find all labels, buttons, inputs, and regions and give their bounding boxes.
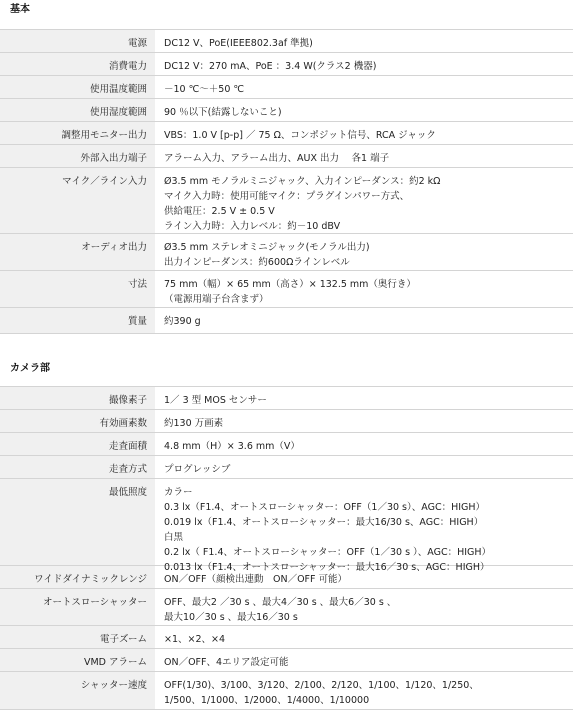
spec-value [155, 99, 573, 121]
spec-row [0, 53, 573, 76]
spec-value-line: （電源用端子台含まず） [164, 294, 269, 305]
spec-label [0, 589, 155, 625]
spec-value-line: 供給電圧：2.5 V ± 0.5 V [164, 206, 275, 217]
spec-label-text: 使用湿度範囲 [89, 107, 147, 118]
spec-label-text: オーディオ出力 [81, 242, 147, 253]
spec-value [155, 672, 573, 709]
spec-label [0, 456, 155, 478]
spec-value [155, 410, 573, 432]
spec-row [0, 649, 573, 672]
spec-value [155, 566, 573, 588]
spec-value [155, 589, 573, 625]
spec-row [0, 234, 573, 271]
spec-label-text: 質量 [127, 316, 147, 327]
spec-value-line: 0.013 lx（F1.4、オートスローシャッター：最大16／30 s、AGC：HIGH） [164, 562, 490, 573]
spec-value [155, 433, 573, 455]
spec-value [155, 626, 573, 648]
spec-label-text: 電源 [127, 38, 147, 49]
spec-value-line: OFF(1/30)、3/100、3/120、2/100、2/120、1/100、1/120、1/250、 [164, 680, 479, 691]
spec-value-line: 4.8 mm（H）× 3.6 mm（V） [164, 441, 300, 452]
spec-row [0, 168, 573, 234]
spec-row [0, 566, 573, 589]
spec-label [0, 234, 155, 270]
spec-value-line: ON／OFF（顔検出連動 ON／OFF 可能） [164, 574, 348, 585]
spec-label [0, 145, 155, 167]
spec-label [0, 566, 155, 588]
spec-row [0, 672, 573, 710]
spec-label [0, 626, 155, 648]
spec-label-text: 走査方式 [108, 464, 147, 475]
spec-label-text: 電子ズーム [99, 634, 147, 645]
spec-value-line: アラーム入力、アラーム出力、AUX 出力 各1 端子 [164, 153, 390, 164]
spec-value [155, 168, 573, 233]
spec-label-text: 有効画素数 [99, 418, 147, 429]
spec-label-text: 撮像素子 [108, 395, 147, 406]
spec-value-line: 0.019 lx（F1.4、オートスローシャッター：最大16/30 s、AGC：HIGH） [164, 517, 484, 528]
spec-label-text: 走査面積 [108, 441, 147, 452]
spec-value-line: 0.3 lx（F1.4、オートスローシャッター：OFF（1／30 s）、AGC：HIGH） [164, 502, 486, 513]
spec-value [155, 30, 573, 52]
spec-label-text: 外部入出力端子 [80, 153, 147, 164]
spec-value-line: 0.2 lx（ F1.4、オートスローシャッター：OFF（1／30 s ）、AGC：HIGH） [164, 547, 492, 558]
spec-row [0, 30, 573, 53]
spec-label [0, 410, 155, 432]
spec-table-basic [0, 29, 573, 334]
spec-row [0, 456, 573, 479]
spec-label-text: 消費電力 [108, 61, 147, 72]
spec-label-text: 寸法 [127, 279, 147, 290]
spec-value [155, 649, 573, 671]
spec-value-line: マイク入力時：使用可能マイク：プラグインパワー方式、 [164, 191, 410, 202]
spec-table-camera [0, 386, 573, 710]
spec-row [0, 271, 573, 308]
spec-value-line: OFF、最大2 ／30 s 、最大4／30 s 、最大6／30 s 、 [164, 597, 397, 608]
spec-label [0, 308, 155, 333]
spec-label-text: VMD アラーム [83, 657, 147, 668]
spec-value-line: 最大10／30 s 、最大16／30 s [164, 612, 298, 623]
spec-label-text: ワイドダイナミックレンジ [34, 574, 147, 585]
spec-value-line: 90 ％以下(結露しないこと) [164, 107, 282, 118]
spec-value-line: 約130 万画素 [164, 418, 224, 429]
spec-value-line: －10 ℃～＋50 ℃ [164, 84, 245, 95]
spec-label [0, 672, 155, 709]
spec-value [155, 122, 573, 144]
spec-row [0, 479, 573, 573]
spec-value-line: 75 mm（幅）× 65 mm（高さ）× 132.5 mm（奥行き） [164, 279, 416, 290]
spec-label-text: シャッター速度 [80, 680, 147, 691]
spec-value-line: Ø3.5 mm モノラルミニジャック、入力インピーダンス：約2 kΩ [164, 176, 441, 187]
spec-row [0, 122, 573, 145]
spec-value-line: 出力インピーダンス：約600Ωラインレベル [164, 257, 350, 268]
spec-row [0, 410, 573, 433]
spec-value-line: カラー [164, 487, 193, 498]
spec-value-line: 約390 g [164, 316, 201, 327]
spec-value [155, 271, 573, 307]
section-title-camera: カメラ部 [10, 363, 50, 374]
spec-value [155, 387, 573, 409]
spec-label-text: 最低照度 [108, 487, 147, 498]
spec-label-text: オートスローシャッター [42, 597, 147, 608]
spec-value [155, 456, 573, 478]
spec-value-line: DC12 V、PoE(IEEE802.3af 準拠) [164, 38, 313, 49]
spec-label-text: マイク／ライン入力 [62, 176, 147, 187]
spec-label [0, 30, 155, 52]
spec-row [0, 433, 573, 456]
spec-label [0, 99, 155, 121]
spec-value-line: DC12 V：270 mA、PoE ：3.4 W(クラス2 機器) [164, 61, 377, 72]
spec-value [155, 76, 573, 98]
spec-label-text: 使用温度範囲 [89, 84, 147, 95]
spec-value-line: 1／ 3 型 MOS センサー [164, 395, 267, 406]
spec-label [0, 387, 155, 409]
spec-value [155, 308, 573, 333]
spec-value [155, 145, 573, 167]
spec-value [155, 53, 573, 75]
spec-row [0, 99, 573, 122]
spec-value-line: Ø3.5 mm ステレオミニジャック(モノラル出力) [164, 242, 370, 253]
spec-label [0, 53, 155, 75]
spec-value-line: ×1、×2、×4 [164, 634, 226, 645]
spec-label [0, 479, 155, 565]
spec-label-text: 調整用モニター出力 [61, 130, 147, 141]
spec-value-line: ON／OFF、4エリア設定可能 [164, 657, 289, 668]
spec-row [0, 387, 573, 410]
spec-label [0, 649, 155, 671]
spec-row [0, 76, 573, 99]
spec-label [0, 76, 155, 98]
spec-row [0, 308, 573, 334]
spec-value-line: 1/500、1/1000、1/2000、1/4000、1/10000 [164, 695, 370, 706]
spec-value [155, 479, 573, 573]
spec-row [0, 626, 573, 649]
spec-value-line: VBS：1.0 V [p-p] ／ 75 Ω、コンポジット信号、RCA ジャック [164, 130, 436, 141]
spec-label [0, 271, 155, 307]
spec-value-line: ライン入力時：入力レベル：約－10 dBV [164, 221, 341, 232]
spec-label [0, 433, 155, 455]
spec-label [0, 168, 155, 233]
spec-value-line: 白黒 [164, 532, 184, 543]
spec-value-line: プログレッシブ [164, 464, 231, 475]
section-title-basic: 基本 [10, 4, 30, 15]
spec-label [0, 122, 155, 144]
spec-row [0, 589, 573, 626]
spec-value [155, 234, 573, 270]
spec-row [0, 145, 573, 168]
